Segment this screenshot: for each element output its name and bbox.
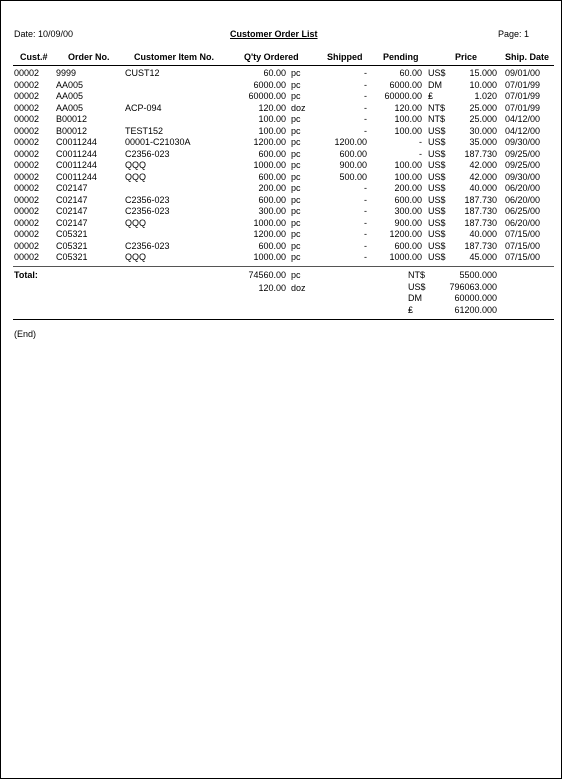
cell-pending: -	[419, 137, 422, 147]
table-row	[1, 103, 561, 114]
cell-shipped: -	[364, 91, 367, 101]
cell-item-no: ACP-094	[125, 102, 162, 113]
cell-price: 1.020	[474, 91, 497, 101]
cell-order-no: C0011244	[56, 137, 97, 147]
cell-currency: US$	[428, 160, 446, 170]
cell-currency: US$	[428, 183, 446, 193]
cell-order-no: AA005	[56, 79, 84, 90]
cell-order-no: B00012	[56, 114, 88, 124]
cell-pending: -	[419, 148, 422, 159]
total-qty-pc-unit: pc	[291, 270, 301, 280]
total-amount-dm: 60000.000	[454, 293, 497, 303]
cell-qty-ordered: 600.00	[258, 148, 286, 159]
total-qty-doz-unit: doz	[291, 283, 306, 293]
cell-qty-unit: pc	[291, 217, 301, 228]
table-row	[1, 229, 561, 240]
cell-cust: 00002	[14, 114, 40, 124]
table-row	[1, 68, 561, 79]
cell-qty-unit: pc	[291, 252, 301, 262]
table-row	[1, 80, 561, 91]
cell-shipped: -	[364, 240, 367, 251]
cell-price: 187.730	[464, 217, 497, 228]
table-row	[1, 126, 561, 137]
table-row	[1, 114, 561, 125]
cell-qty-unit: pc	[291, 91, 301, 101]
cell-qty-ordered: 600.00	[258, 240, 286, 251]
table-row	[1, 91, 561, 102]
cell-cust: 00002	[14, 79, 40, 90]
cell-shipped: -	[364, 194, 367, 205]
cell-currency: US$	[428, 125, 446, 136]
cell-shipped: -	[364, 229, 367, 239]
cell-item-no: QQQ	[125, 171, 147, 182]
total-currency-pound: ₤	[408, 305, 414, 315]
cell-currency: DM	[428, 79, 442, 90]
table-row	[1, 241, 561, 252]
cell-currency: ₤	[428, 91, 434, 101]
report-title: Customer Order List	[230, 29, 318, 39]
cell-ship-date: 07/15/00	[505, 252, 541, 262]
cell-qty-ordered: 1200.00	[253, 229, 286, 239]
table-row	[1, 252, 561, 263]
col-header-pending: Pending	[383, 52, 419, 62]
header-rule	[13, 65, 554, 66]
cell-qty-ordered: 60000.00	[248, 91, 286, 101]
col-header-ship-date: Ship. Date	[505, 52, 550, 62]
cell-ship-date: 07/01/99	[505, 102, 541, 113]
cell-cust: 00002	[14, 217, 40, 228]
cell-qty-unit: pc	[291, 137, 301, 147]
cell-ship-date: 09/01/00	[505, 68, 541, 78]
cell-shipped: -	[364, 125, 367, 136]
cell-shipped: -	[364, 114, 367, 124]
cell-qty-ordered: 600.00	[258, 171, 286, 182]
table-row	[1, 172, 561, 183]
cell-price: 25.000	[469, 102, 497, 113]
cell-shipped: -	[364, 79, 367, 90]
cell-cust: 00002	[14, 148, 40, 159]
cell-ship-date: 06/20/00	[505, 217, 541, 228]
cell-shipped: -	[364, 102, 367, 113]
cell-currency: US$	[428, 229, 446, 239]
cell-cust: 00002	[14, 68, 40, 78]
cell-qty-unit: pc	[291, 183, 301, 193]
cell-price: 40.000	[469, 229, 497, 239]
cell-qty-unit: pc	[291, 148, 301, 159]
cell-qty-ordered: 300.00	[258, 206, 286, 216]
cell-price: 40.000	[469, 183, 497, 193]
cell-qty-ordered: 60.00	[263, 68, 286, 78]
cell-order-no: C02147	[56, 217, 88, 228]
totals-label: Total:	[14, 270, 38, 280]
cell-order-no: C05321	[56, 229, 88, 239]
cell-qty-ordered: 6000.00	[253, 79, 286, 90]
cell-order-no: C05321	[56, 252, 88, 262]
cell-cust: 00002	[14, 183, 40, 193]
cell-qty-ordered: 1000.00	[253, 252, 286, 262]
cell-cust: 00002	[14, 171, 40, 182]
cell-pending: 60000.00	[384, 91, 422, 101]
cell-cust: 00002	[14, 206, 40, 216]
cell-cust: 00002	[14, 160, 40, 170]
cell-price: 25.000	[469, 114, 497, 124]
cell-currency: US$	[428, 194, 446, 205]
cell-currency: US$	[428, 206, 446, 216]
cell-shipped: -	[364, 217, 367, 228]
total-currency-dm: DM	[408, 293, 422, 303]
cell-qty-unit: pc	[291, 68, 301, 78]
cell-price: 35.000	[469, 137, 497, 147]
cell-ship-date: 06/20/00	[505, 183, 541, 193]
cell-cust: 00002	[14, 240, 40, 251]
cell-price: 10.000	[469, 79, 497, 90]
cell-ship-date: 04/12/00	[505, 114, 541, 124]
cell-item-no: C2356-023	[125, 206, 170, 216]
end-rule	[13, 319, 554, 320]
cell-qty-unit: pc	[291, 194, 301, 205]
col-header-qty: Q'ty Ordered	[244, 52, 299, 62]
cell-item-no: CUST12	[125, 68, 160, 78]
cell-qty-unit: pc	[291, 229, 301, 239]
cell-cust: 00002	[14, 252, 40, 262]
table-row	[1, 149, 561, 160]
cell-pending: 100.00	[394, 125, 422, 136]
cell-ship-date: 07/15/00	[505, 240, 541, 251]
cell-qty-unit: pc	[291, 125, 301, 136]
cell-price: 30.000	[469, 125, 497, 136]
cell-cust: 00002	[14, 102, 40, 113]
cell-order-no: 9999	[56, 68, 77, 78]
total-amount-pound: 61200.000	[454, 305, 497, 315]
cell-price: 187.730	[464, 206, 497, 216]
cell-qty-ordered: 100.00	[258, 114, 286, 124]
cell-qty-unit: pc	[291, 114, 301, 124]
cell-price: 42.000	[469, 171, 497, 182]
cell-item-no: C2356-023	[125, 148, 170, 159]
total-amount-ntd: 5500.000	[459, 270, 497, 280]
cell-price: 187.730	[464, 240, 497, 251]
cell-item-no: QQQ	[125, 252, 147, 262]
cell-item-no: C2356-023	[125, 194, 170, 205]
cell-currency: US$	[428, 252, 446, 262]
cell-order-no: AA005	[56, 91, 84, 101]
cell-currency: US$	[428, 171, 446, 182]
cell-cust: 00002	[14, 91, 40, 101]
cell-item-no: 00001-C21030A	[125, 137, 191, 147]
cell-qty-unit: doz	[291, 102, 306, 113]
cell-ship-date: 09/25/00	[505, 160, 541, 170]
cell-pending: 100.00	[394, 114, 422, 124]
cell-pending: 200.00	[394, 183, 422, 193]
cell-order-no: C05321	[56, 240, 88, 251]
cell-shipped: 900.00	[339, 160, 367, 170]
cell-ship-date: 09/25/00	[505, 148, 541, 159]
cell-cust: 00002	[14, 229, 40, 239]
cell-currency: US$	[428, 240, 446, 251]
cell-order-no: C02147	[56, 194, 88, 205]
totals-rule	[13, 266, 554, 267]
cell-pending: 1200.00	[389, 229, 422, 239]
cell-item-no: TEST152	[125, 125, 164, 136]
cell-pending: 60.00	[399, 68, 422, 78]
cell-pending: 600.00	[394, 194, 422, 205]
cell-currency: NT$	[428, 114, 446, 124]
page-number: Page: 1	[498, 29, 530, 39]
cell-shipped: 500.00	[339, 171, 367, 182]
cell-shipped: -	[364, 183, 367, 193]
cell-qty-ordered: 1000.00	[253, 217, 286, 228]
cell-currency: US$	[428, 217, 446, 228]
table-row	[1, 137, 561, 148]
cell-item-no: QQQ	[125, 217, 147, 228]
cell-pending: 600.00	[394, 240, 422, 251]
cell-price: 42.000	[469, 160, 497, 170]
cell-qty-unit: pc	[291, 171, 301, 182]
total-amount-usd: 796063.000	[449, 282, 497, 292]
col-header-item: Customer Item No.	[134, 52, 215, 62]
cell-shipped: -	[364, 252, 367, 262]
cell-qty-ordered: 600.00	[258, 194, 286, 205]
cell-cust: 00002	[14, 194, 40, 205]
cell-ship-date: 06/25/00	[505, 206, 541, 216]
cell-order-no: C0011244	[56, 148, 97, 159]
table-row	[1, 206, 561, 217]
cell-qty-unit: pc	[291, 160, 301, 170]
cell-order-no: C0011244	[56, 171, 97, 182]
total-currency-ntd: NT$	[408, 270, 426, 280]
cell-shipped: 1200.00	[334, 137, 367, 147]
cell-item-no: QQQ	[125, 160, 147, 170]
table-row	[1, 183, 561, 194]
cell-shipped: -	[364, 206, 367, 216]
cell-qty-ordered: 120.00	[258, 102, 286, 113]
cell-item-no: C2356-023	[125, 240, 170, 251]
cell-qty-unit: pc	[291, 79, 301, 90]
col-header-cust: Cust.#	[20, 52, 48, 62]
cell-qty-ordered: 200.00	[258, 183, 286, 193]
cell-shipped: -	[364, 68, 367, 78]
cell-ship-date: 07/01/99	[505, 79, 541, 90]
cell-pending: 900.00	[394, 217, 422, 228]
cell-pending: 120.00	[394, 102, 422, 113]
cell-qty-unit: pc	[291, 206, 301, 216]
cell-pending: 300.00	[394, 206, 422, 216]
col-header-price: Price	[455, 52, 478, 62]
cell-cust: 00002	[14, 137, 40, 147]
cell-qty-ordered: 100.00	[258, 125, 286, 136]
cell-pending: 100.00	[394, 171, 422, 182]
cell-pending: 6000.00	[389, 79, 422, 90]
cell-price: 45.000	[469, 252, 497, 262]
total-currency-usd: US$	[408, 282, 426, 292]
table-row	[1, 160, 561, 171]
cell-qty-ordered: 1000.00	[253, 160, 286, 170]
cell-order-no: C0011244	[56, 160, 97, 170]
end-marker: (End)	[14, 329, 37, 339]
report-date: Date: 10/09/00	[14, 29, 74, 39]
total-qty-doz: 120.00	[258, 283, 286, 293]
cell-cust: 00002	[14, 125, 40, 136]
cell-ship-date: 04/12/00	[505, 125, 541, 136]
cell-currency: US$	[428, 137, 446, 147]
table-row	[1, 195, 561, 206]
cell-price: 187.730	[464, 148, 497, 159]
col-header-shipped: Shipped	[327, 52, 363, 62]
total-qty-pc: 74560.00	[248, 270, 286, 280]
cell-ship-date: 07/01/99	[505, 91, 541, 101]
cell-currency: US$	[428, 148, 446, 159]
cell-order-no: B00012	[56, 125, 88, 136]
cell-price: 187.730	[464, 194, 497, 205]
cell-order-no: C02147	[56, 206, 88, 216]
cell-qty-ordered: 1200.00	[253, 137, 286, 147]
cell-order-no: C02147	[56, 183, 88, 193]
cell-ship-date: 09/30/00	[505, 137, 541, 147]
cell-ship-date: 07/15/00	[505, 229, 541, 239]
cell-pending: 100.00	[394, 160, 422, 170]
cell-price: 15.000	[469, 68, 497, 78]
cell-qty-unit: pc	[291, 240, 301, 251]
cell-pending: 1000.00	[389, 252, 422, 262]
cell-ship-date: 09/30/00	[505, 171, 541, 182]
table-row	[1, 218, 561, 229]
cell-ship-date: 06/20/00	[505, 194, 541, 205]
cell-shipped: 600.00	[339, 148, 367, 159]
col-header-order: Order No.	[68, 52, 110, 62]
cell-order-no: AA005	[56, 102, 84, 113]
cell-currency: US$	[428, 68, 446, 78]
cell-currency: NT$	[428, 102, 446, 113]
